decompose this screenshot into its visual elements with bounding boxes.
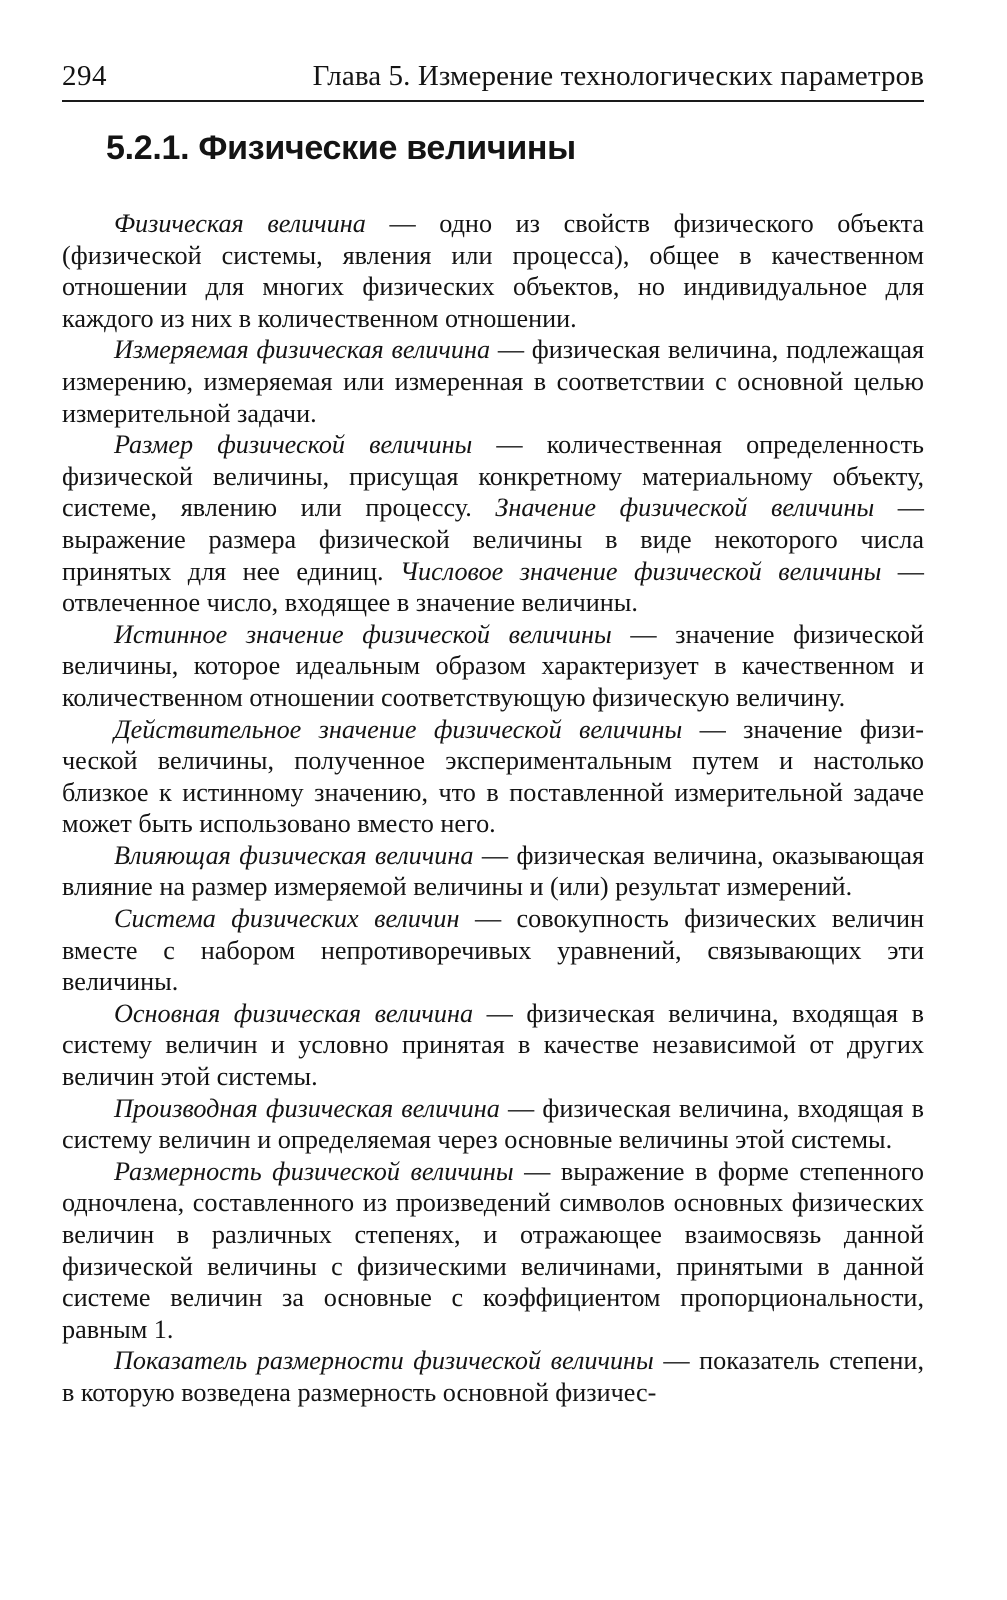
- defined-term: Действительное значение физической величины: [114, 714, 683, 744]
- page-number: 294: [62, 60, 107, 92]
- defined-term: Размерность физической величины: [114, 1156, 514, 1186]
- defined-term: Истинное значение физической величины: [114, 619, 612, 649]
- defined-term: Основная физическая величина: [114, 998, 474, 1028]
- paragraph: [62, 429, 924, 619]
- paragraph: [62, 1093, 924, 1156]
- paragraph: [62, 998, 924, 1093]
- definition-text: — значение физической величины, которое идеальным образом характеризует в качественном и количественном отношении соответствующую физическую величину.: [62, 619, 924, 712]
- defined-term: Числовое значение физической величины: [399, 556, 882, 586]
- definition-text: — физическая величина, оказывающая влияние на размер измеряемой величины и (или) результат измерений.: [62, 840, 924, 902]
- defined-term: Значение физической величины: [495, 493, 875, 523]
- paragraph: [62, 1345, 924, 1408]
- body-text: [62, 208, 924, 1409]
- paragraph: [62, 714, 924, 840]
- definition-text: — физическая величина, входящая в систему величин и определяемая через основные величины этой системы.: [62, 1093, 925, 1155]
- defined-term: Производная физическая величина: [114, 1093, 500, 1123]
- definition-text: — отвлеченное число, входящее в значение величины.: [62, 556, 924, 618]
- definition-text: — физическая величина, входящая в систему величин и условно принятая в качестве независимой от других величин этой системы.: [62, 998, 924, 1092]
- section-heading: 5.2.1. Физические величины: [106, 129, 576, 167]
- running-header: [62, 58, 924, 102]
- defined-term: Физическая величина: [114, 209, 366, 238]
- defined-term: Показатель размерности физической величины: [114, 1346, 654, 1376]
- paragraph: [62, 903, 924, 998]
- definition-text: — выражение размера физической величины в виде некоторого числа принятых для нее единиц.: [62, 493, 924, 586]
- definition-text: — количественная определенность физической величины, присущая конкретному материальному объекту, системе, явлению или процессу.: [62, 430, 924, 523]
- definition-text: — совокупность физических величин вместе с набором непротиворечивых уравнений, связывающих эти величины.: [62, 904, 924, 997]
- paragraph: [62, 1156, 924, 1346]
- defined-term: Измеряемая физическая величина: [114, 335, 491, 365]
- definition-text: — значение физической величины, полученное экспериментальным путем и настолько близкое к истинному значению, что в поставленной измерительной задаче может быть использовано вместо него.: [62, 714, 924, 839]
- paragraph: [62, 840, 924, 903]
- book-page: [62, 58, 924, 1409]
- paragraph: [62, 619, 924, 714]
- defined-term: Влияющая физическая величина: [114, 840, 474, 870]
- defined-term: Размер физической величины: [114, 430, 473, 460]
- paragraph: [62, 334, 924, 429]
- definition-text: — выражение в форме степенного одночлена, составленного из произведений символов основных физических величин в различных степенях, и отражающее взаимосвязь данной физической величины с физическими величинами, принятыми в данной системе величин за основные с коэффициентом пропорциональности, равным 1.: [62, 1156, 925, 1344]
- paragraph: [62, 208, 924, 334]
- definition-text: — показатель степени, в которую возведена размерность основной физичес-: [62, 1346, 924, 1407]
- definition-text: — физическая величина, подлежащая измерению, измеряемая или измеренная в соответствии с основной целью измерительной задачи.: [62, 335, 924, 428]
- definition-text: — одно из свойств физического объекта (физической системы, явления или процесса), общее в качественном отношении для многих физических объектов, но индивидуальное для каждого из них в количественном отношении.: [62, 209, 924, 333]
- chapter-title: Глава 5. Измерение технологических параметров: [312, 60, 924, 92]
- defined-term: Система физических величин: [114, 904, 460, 934]
